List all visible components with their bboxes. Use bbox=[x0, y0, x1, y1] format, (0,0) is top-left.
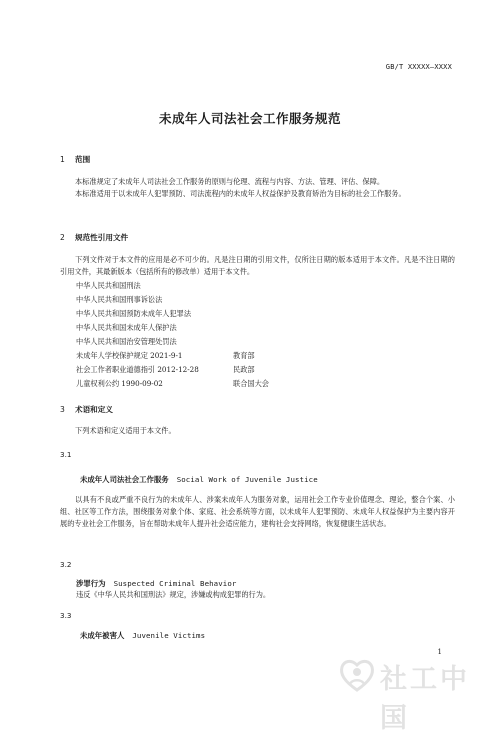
term-definition: 以具有不良或严重不良行为的未成年人、涉案未成年人为服务对象，运用社会工作专业价值理念、理论，整合个案、小组、社区等工作方法，围绕服务对象个体、家庭、社会系统等方面，以未成年人犯罪预防、未成年人权益保护为主要内容开展的专业社会工作服务，旨在帮助未成年人提升社会适应能力，建构社会支持网络，恢复健康生活状态。 bbox=[60, 495, 455, 528]
section-number: 1 bbox=[60, 155, 65, 164]
standard-code: GB/T XXXXX—XXXX bbox=[385, 63, 452, 71]
term-number: 3.1 bbox=[60, 450, 72, 459]
page-number: 1 bbox=[437, 648, 442, 656]
reference-issuer: 教育部 bbox=[233, 351, 255, 360]
term-number: 3.2 bbox=[60, 560, 72, 569]
term-english: Social Work of Juvenile Justice bbox=[176, 475, 318, 484]
section-2-heading bbox=[60, 232, 128, 243]
reference-item: 中华人民共和国刑法 bbox=[76, 281, 141, 290]
term-entry bbox=[80, 630, 205, 641]
term-number: 3.3 bbox=[60, 611, 72, 620]
section-1-paragraph-2: 本标准适用于以未成年人犯罪预防、司法流程内的未成年人权益保护及教育矫治为目标的社会工作服务。 bbox=[75, 189, 406, 198]
section-title: 术语和定义 bbox=[75, 405, 113, 414]
term-chinese: 未成年人司法社会工作服务 bbox=[80, 475, 169, 484]
reference-item: 中华人民共和国刑事诉讼法 bbox=[76, 295, 163, 304]
term-english: Suspected Criminal Behavior bbox=[113, 579, 237, 588]
reference-item: 未成年人学校保护规定 2021-9-1 教育部 bbox=[76, 351, 255, 360]
reference-item: 中华人民共和国未成年人保护法 bbox=[76, 323, 177, 332]
term-chinese: 涉罪行为 bbox=[76, 579, 106, 588]
reference-item: 儿童权利公约 1990-09-02 联合国大会 bbox=[76, 379, 269, 388]
section-1-paragraph-1: 本标准规定了未成年人司法社会工作服务的原则与伦理、流程与内容、方法、管理、评估、保障。 bbox=[75, 177, 385, 186]
watermark-heart-icon bbox=[336, 654, 378, 696]
reference-issuer: 联合国大会 bbox=[233, 379, 269, 388]
section-number: 3 bbox=[60, 405, 65, 414]
reference-item: 中华人民共和国预防未成年人犯罪法 bbox=[76, 309, 192, 318]
section-3-heading bbox=[60, 404, 113, 415]
reference-item: 社会工作者职业道德指引 2012-12-28 民政部 bbox=[76, 365, 255, 374]
term-entry bbox=[76, 578, 236, 589]
reference-issuer: 民政部 bbox=[233, 365, 255, 374]
section-3-intro: 下列术语和定义适用于本文件。 bbox=[75, 426, 176, 435]
section-title: 范围 bbox=[75, 155, 91, 164]
term-definition: 违反《中华人民共和国刑法》规定，涉嫌或构成犯罪的行为。 bbox=[76, 590, 271, 599]
section-2-intro: 下列文件对于本文件的应用是必不可少的。凡是注日期的引用文件，仅所注日期的版本适用于本文件。凡是不注日期的引用文件，其最新版本（包括所有的修改单）适用于本文件。 bbox=[60, 255, 455, 276]
section-1-heading bbox=[60, 154, 90, 165]
section-number: 2 bbox=[60, 233, 65, 242]
term-entry bbox=[80, 474, 318, 485]
watermark-text: 社工中国 bbox=[380, 664, 470, 734]
watermark-logo bbox=[336, 653, 486, 734]
term-chinese: 未成年被害人 bbox=[80, 631, 125, 640]
section-title: 规范性引用文件 bbox=[75, 233, 129, 242]
term-english: Juvenile Victims bbox=[132, 631, 206, 640]
reference-item: 中华人民共和国治安管理处罚法 bbox=[76, 337, 177, 346]
document-title: 未成年人司法社会工作服务规范 bbox=[158, 111, 341, 126]
